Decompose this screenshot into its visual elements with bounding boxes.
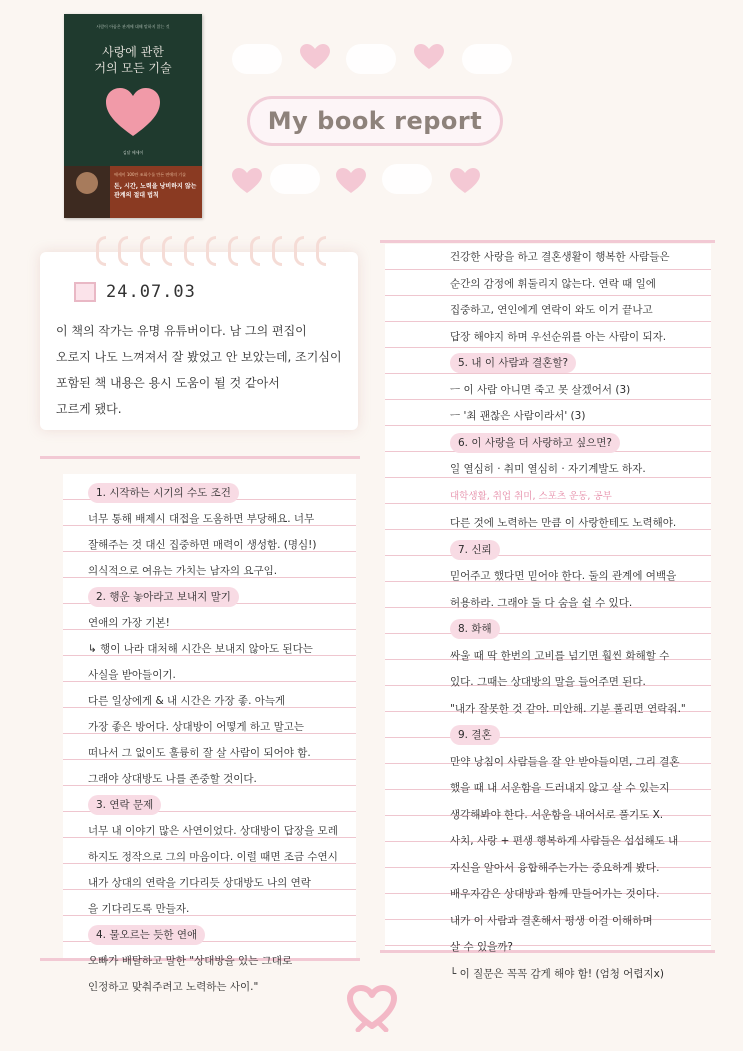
note-line xyxy=(450,775,712,802)
note-line xyxy=(88,870,360,896)
note-line-text: 연애의 가장 기본! xyxy=(88,617,170,629)
binder-ring xyxy=(184,236,194,266)
heart-deco-icon xyxy=(336,168,366,194)
note-line xyxy=(450,377,712,404)
cloud-deco xyxy=(270,164,320,194)
heart-deco-icon xyxy=(300,44,330,70)
binder-rings xyxy=(96,236,326,266)
cloud-deco xyxy=(346,44,396,74)
note-line-text: 잘해주는 것 대신 집중하면 매력이 생성함. (명심!) xyxy=(88,539,317,551)
page-title: My book report xyxy=(267,107,483,135)
band-title-line2: 관계의 절대 법칙 xyxy=(114,192,159,199)
heart-outline-icon xyxy=(346,984,398,1032)
note-line-text: 했을 때 내 서운함을 드러내지 않고 살 수 있는지 xyxy=(450,782,670,794)
cover-bottom-band xyxy=(64,166,202,218)
book-cover-image xyxy=(64,14,202,218)
note-line xyxy=(88,532,360,558)
note-line-text: ↳ 행이 나라 대처해 시간은 보내지 않아도 된다는 xyxy=(88,643,313,655)
section-heading xyxy=(88,922,360,948)
note-line-text: 일 열심히 · 취미 열심히 · 자기계발도 하자. xyxy=(450,463,646,475)
note-line-text: 있다. 그때는 상대방의 말을 들어주면 된다. xyxy=(450,676,646,688)
section-heading-text: 6. 이 사랑을 더 사랑하고 싶으면? xyxy=(450,433,620,453)
note-line-text: 답장 해야지 하며 우선순위를 아는 사람이 되자. xyxy=(450,330,667,343)
binder-ring xyxy=(118,236,128,266)
note-line xyxy=(88,818,360,844)
section-heading-text: 2. 행운 놓아라고 보내지 말기 xyxy=(88,587,239,607)
section-heading xyxy=(450,430,712,457)
date-box-icon xyxy=(74,282,96,302)
intro-line: 이 책의 작가는 유명 유튜버이다. 남 그의 편집이 xyxy=(56,324,307,338)
heart-deco-icon xyxy=(232,168,262,194)
binder-ring xyxy=(140,236,150,266)
note-line xyxy=(88,506,360,532)
section-heading-text: 4. 물오르는 듯한 연애 xyxy=(88,925,205,945)
note-line xyxy=(450,643,712,670)
note-line-text: 가장 좋은 방어다. 상대방이 어떻게 하고 말고는 xyxy=(88,721,305,733)
note-line-text: 허용하라. 그래야 둘 다 숨을 쉴 수 있다. xyxy=(450,596,633,609)
band-subtitle: 에세이 100만 조회수를 만든 연애의 기술 xyxy=(114,172,186,177)
report-date: 24.07.03 xyxy=(106,282,196,302)
intro-line: 포함된 책 내용은 용시 도움이 될 것 같아서 xyxy=(56,376,280,390)
section-heading xyxy=(450,537,712,564)
cover-title-line1: 사랑에 관한 xyxy=(102,45,164,59)
note-line-text: 다른 것에 노력하는 만큼 이 사랑한테도 노력해야. xyxy=(450,517,677,529)
intro-line: 오로지 나도 느껴져서 잘 봤었고 안 보았는데, 조기심이 xyxy=(56,350,342,364)
section-heading-text: 7. 신뢰 xyxy=(450,540,500,560)
section-heading xyxy=(88,792,360,818)
binder-ring xyxy=(228,236,238,266)
binder-ring xyxy=(206,236,216,266)
note-line xyxy=(88,610,360,636)
intro-line: 고르게 됐다. xyxy=(56,402,122,416)
note-line-text: 의식적으로 여유는 가치는 남자의 요구임. xyxy=(88,565,278,577)
binder-ring xyxy=(96,236,106,266)
note-line-text: 떠나서 그 없이도 훌륭히 잘 살 사람이 되어야 함. xyxy=(88,747,311,759)
note-line-text: ㅡ '최 괜찮은 사람이라서' (3) xyxy=(450,410,586,422)
section-heading xyxy=(88,584,360,610)
note-line xyxy=(450,324,712,351)
note-line-text: ㅡ 이 사람 아니면 죽고 못 살겠어서 (3) xyxy=(450,383,631,396)
binder-ring xyxy=(162,236,172,266)
right-column-notes xyxy=(450,244,712,987)
note-line xyxy=(88,948,360,974)
note-line-text: 너무 통해 배제시 대접을 도움하면 부당해요. 너무 xyxy=(88,513,315,525)
binder-ring xyxy=(316,236,326,266)
note-line-text: 배우자감은 상대방과 함께 만들어가는 것이다. xyxy=(450,888,660,900)
cover-title xyxy=(64,44,202,76)
binder-ring xyxy=(294,236,304,266)
note-line-text: 사실을 받아들이기. xyxy=(88,669,176,681)
note-line-text: 건강한 사랑을 하고 결혼생활이 행복한 사람들은 xyxy=(450,251,670,263)
section-heading xyxy=(88,480,360,506)
note-line-text: 하지도 정작으로 그의 마음이다. 이럴 때면 조금 수연시 xyxy=(88,851,338,863)
note-line-text: 살 수 있을까? xyxy=(450,941,513,953)
section-heading-text: 3. 연락 문제 xyxy=(88,795,161,815)
note-line xyxy=(450,456,712,483)
note-line xyxy=(450,297,712,324)
note-line-text: 집중하고, 연인에게 연락이 와도 이거 끝나고 xyxy=(450,304,653,316)
report-title-pill xyxy=(247,96,503,146)
note-line xyxy=(88,974,360,1000)
note-line xyxy=(88,714,360,740)
cover-heart-icon xyxy=(106,88,160,138)
note-line xyxy=(450,510,712,537)
note-line-text: 내가 이 사람과 결혼해서 평생 이걸 이해하며 xyxy=(450,914,653,927)
note-line-text: 싸울 때 딱 한번의 고비를 넘기면 훨씬 화해할 수 xyxy=(450,649,670,662)
note-line xyxy=(450,669,712,696)
note-line-text: 생각해봐야 한다. 서운함을 내어서로 풀기도 X. xyxy=(450,808,664,821)
divider xyxy=(380,240,715,243)
section-heading-text: 1. 시작하는 시기의 수도 조건 xyxy=(88,483,239,503)
note-line xyxy=(88,662,360,688)
section-heading-text: 8. 화해 xyxy=(450,619,500,639)
note-line xyxy=(450,802,712,829)
note-line xyxy=(450,483,712,511)
note-line xyxy=(88,740,360,766)
binder-ring xyxy=(250,236,260,266)
note-line xyxy=(450,828,712,855)
note-line xyxy=(450,934,712,961)
note-line-text: 믿어주고 했다면 믿어야 한다. 둘의 관계에 여백을 xyxy=(450,570,677,582)
note-line xyxy=(450,881,712,908)
note-line-text: 자신을 알아서 융합해주는가는 중요하게 봤다. xyxy=(450,861,660,874)
note-line xyxy=(450,563,712,590)
note-line-text: 너무 내 이야기 많은 사연이었다. 상대방이 답장을 모레 xyxy=(88,825,338,837)
note-line xyxy=(450,696,712,723)
author-photo xyxy=(64,166,110,218)
cloud-deco xyxy=(462,44,512,74)
band-title xyxy=(114,182,200,200)
note-line xyxy=(450,271,712,298)
note-line xyxy=(450,908,712,935)
cloud-deco xyxy=(382,164,432,194)
section-heading xyxy=(450,722,712,749)
heart-deco-icon xyxy=(414,44,444,70)
section-heading-text: 9. 결혼 xyxy=(450,725,500,745)
note-line-text: 다른 일상에게 & 내 시간은 가장 좋. 아늑게 xyxy=(88,695,286,707)
note-line-text: 내가 상대의 연락을 기다리듯 상대방도 나의 연락 xyxy=(88,877,311,889)
date-row xyxy=(74,282,196,302)
cover-small-text: 사람이 아픔은 관계에 대해 말하지 않는 것 xyxy=(96,24,170,29)
note-line xyxy=(88,766,360,792)
divider xyxy=(40,456,360,459)
note-line-text: "내가 잘못한 것 같아. 미안해. 기분 풀리면 연락줘." xyxy=(450,702,686,715)
pink-annotation: 대학생활, 취업 취미, 스포츠 운동, 공부 xyxy=(450,490,612,502)
section-heading xyxy=(450,616,712,643)
note-line-text: 순간의 감정에 휘둘리지 않는다. 연락 때 일에 xyxy=(450,277,656,290)
intro-text xyxy=(56,318,356,422)
note-line xyxy=(88,896,360,922)
note-line xyxy=(450,244,712,271)
note-line-text: 을 기다리도록 만들자. xyxy=(88,903,190,915)
heart-deco-icon xyxy=(450,168,480,194)
cover-title-line2: 거의 모든 기술 xyxy=(94,61,172,75)
section-heading xyxy=(450,350,712,377)
note-line-text: 만약 낭침이 사람들을 잘 안 받아들이면, 그리 결혼 xyxy=(450,755,680,768)
note-line xyxy=(450,403,712,430)
note-line xyxy=(450,590,712,617)
note-line xyxy=(88,844,360,870)
left-column-notes xyxy=(88,480,360,1000)
note-line-text: └ 이 질문은 꼭꼭 감게 해야 함! (엄청 어렵지x) xyxy=(450,967,664,980)
cover-author: 김달 에세이 xyxy=(122,150,144,155)
note-line-text: 그래야 상대방도 나를 존중할 것이다. xyxy=(88,773,257,785)
note-line-text: 인정하고 맞춰주려고 노력하는 사이." xyxy=(88,981,259,993)
band-title-line1: 돈, 시간, 노력을 낭비하지 않는 xyxy=(114,183,197,190)
note-line xyxy=(450,961,712,988)
note-line xyxy=(450,855,712,882)
binder-ring xyxy=(272,236,282,266)
note-line-text: 사치, 사랑 + 편생 행복하게 사람들은 섭섭해도 내 xyxy=(450,835,679,847)
note-line-text: 오빠가 배탈하고 말한 "상대방을 있는 그대로 xyxy=(88,955,293,967)
note-line xyxy=(88,558,360,584)
note-line xyxy=(450,749,712,776)
section-heading-text: 5. 내 이 사람과 결혼할? xyxy=(450,353,576,373)
note-line xyxy=(88,688,360,714)
note-line xyxy=(88,636,360,662)
cloud-deco xyxy=(232,44,282,74)
